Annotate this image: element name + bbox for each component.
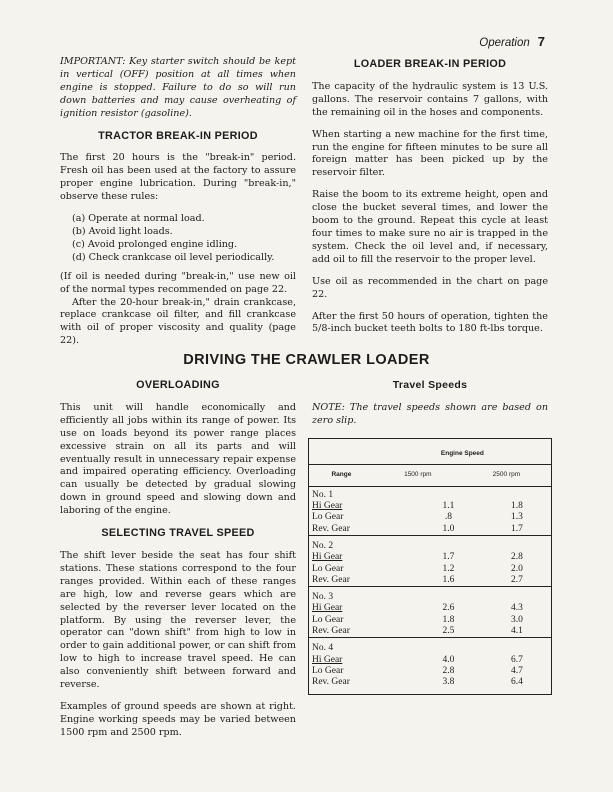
table-subheader-row <box>309 464 552 486</box>
speed-2500-rpm: 1.3 <box>510 512 523 523</box>
bottom-left-column <box>60 377 296 740</box>
gear-name: Lo Gear <box>312 614 344 625</box>
rule-item: (a) Operate at normal load. <box>72 213 205 225</box>
top-right-column <box>312 56 548 336</box>
loader-break-in-heading: LOADER BREAK-IN PERIOD <box>353 58 507 70</box>
rpm-1500-column-header: 1500 rpm <box>374 464 462 486</box>
speed-1500-rpm: 2.8 <box>442 665 455 676</box>
table-row <box>309 552 552 563</box>
hydraulic-capacity-paragraph: The capacity of the hydraulic system is 13 U.S. gallons. The reservoir contains 7 gallons, with the remaining oil in the hoses and components. <box>312 80 548 118</box>
table-row <box>309 524 552 536</box>
speed-2500-rpm: 3.0 <box>510 614 523 625</box>
overloading-heading: OVERLOADING <box>136 379 220 391</box>
gear-name: Hi Gear <box>312 603 343 614</box>
bottom-right-column <box>312 377 548 695</box>
starting-new-machine-paragraph: When starting a new machine for the first time, run the engine for fifteen minutes to be sure all foreign matter has been picked up by the reservoir filter. <box>312 128 548 179</box>
rule-item: (b) Avoid light loads. <box>72 225 173 237</box>
gear-name: Lo Gear <box>312 512 344 523</box>
travel-speeds-note: NOTE: The travel speeds shown are based on zero slip. <box>312 401 548 426</box>
shift-lever-paragraph: The shift lever beside the seat has four shift stations. These stations correspond to the four ranges provided. Within each of these ranges are high, low and reverse gears which are selected by the reverser lever located on the platform. By using the reverser lever, the operator can "down shift" from high to low in order to gain additional power, or can shift from low to high to increase travel speed. He can also conveniently shift between forward and reverse. <box>60 549 296 691</box>
important-note: IMPORTANT: Key starter switch should be kept in vertical (OFF) position at all times when engine is stopped. Failure to do so will run down batteries and may cause overheating of ignition resistor (gasoline). <box>60 56 296 119</box>
table-row <box>309 666 552 677</box>
speed-1500-rpm: 2.5 <box>442 625 455 636</box>
gear-name: Rev. Gear <box>312 625 350 636</box>
table-row <box>309 677 552 688</box>
speed-2500-rpm: 6.4 <box>510 677 523 688</box>
speed-2500-rpm: 1.7 <box>510 523 523 534</box>
speed-1500-rpm: 1.7 <box>442 552 455 563</box>
table-row <box>309 564 552 575</box>
table-row <box>309 575 552 587</box>
rpm-2500-column-header: 2500 rpm <box>462 464 552 486</box>
gear-name: Rev. Gear <box>312 523 350 534</box>
speed-2500-rpm: 1.8 <box>510 501 523 512</box>
gear-name: Rev. Gear <box>312 677 350 688</box>
selecting-travel-speed-heading: SELECTING TRAVEL SPEED <box>101 527 255 540</box>
main-section-title: DRIVING THE CRAWLER LOADER <box>183 352 430 368</box>
gear-name: Hi Gear <box>312 501 343 512</box>
overloading-paragraph: This unit will handle economically and efficiently all jobs within its range of power. Its use on loads beyond its power range places excessive strain on all its parts and will eventually result in unnecessary repair expense and impaired operating efficiency. Overloading can usually be detected by gradual slowing down in ground speed and slowing down and laboring of the engine. <box>60 401 296 517</box>
table-row <box>309 655 552 666</box>
raise-boom-paragraph: Raise the boom to its extreme height, open and close the bucket several times, and lower the boom to the ground. Repeat this cycle at least four times to make sure no air is trapped in the system. Check the oil level and, if necessary, add oil to fill the reservoir to the proper level. <box>312 189 548 265</box>
break-in-rules-list <box>60 213 296 265</box>
bucket-teeth-torque-paragraph: After the first 50 hours of operation, tighten the 5/8-inch bucket teeth bolts to 180 ft-lbs torque. <box>312 310 548 335</box>
speed-1500-rpm: 1.2 <box>442 563 455 574</box>
range-name: No. 4 <box>309 638 552 655</box>
speed-1500-rpm: .8 <box>444 512 452 523</box>
travel-speeds-table-body <box>308 487 552 695</box>
speed-1500-rpm: 1.6 <box>442 574 455 585</box>
speed-2500-rpm: 2.0 <box>510 563 523 574</box>
speed-2500-rpm: 4.7 <box>510 665 523 676</box>
section-name: Operation <box>479 37 530 49</box>
rule-item: (c) Avoid prolonged engine idling. <box>72 238 238 250</box>
speed-1500-rpm: 3.8 <box>442 677 455 688</box>
gear-name: Hi Gear <box>312 654 343 665</box>
top-left-column <box>60 56 296 348</box>
break-in-oil-note: (If oil is needed during "break-in," use new oil of the normal types recommended on page 22. <box>60 270 296 295</box>
speed-2500-rpm: 2.8 <box>510 552 523 563</box>
engine-speed-header: Engine Speed <box>440 449 484 457</box>
range-name: No. 1 <box>312 489 334 500</box>
speed-1500-rpm: 4.0 <box>442 654 455 665</box>
range-column-header: Range <box>309 464 374 486</box>
gear-name: Rev. Gear <box>312 574 350 585</box>
range-name: No. 3 <box>309 587 552 604</box>
travel-speeds-table <box>308 438 552 487</box>
range-group-row <box>309 535 552 552</box>
speed-1500-rpm: 1.8 <box>442 614 455 625</box>
speed-1500-rpm: 2.6 <box>442 603 455 614</box>
gear-name: Hi Gear <box>312 552 343 563</box>
travel-speeds-heading: Travel Speeds <box>392 379 468 391</box>
table-spacer-row <box>309 688 552 694</box>
after-break-in-paragraph: After the 20-hour break-in," drain crankcase, replace crankcase oil filter, and fill crankcase with oil of proper viscosity and quality (page 22). <box>60 296 296 347</box>
page-number: 7 <box>537 34 545 49</box>
table-row <box>309 501 552 512</box>
tractor-break-in-intro: The first 20 hours is the "break-in" period. Fresh oil has been used at the factory to assure proper engine lubrication. During "break-in," observe these rules: <box>60 152 296 203</box>
ground-speeds-paragraph: Examples of ground speeds are shown at right. Engine working speeds may be varied between 1500 rpm and 2500 rpm. <box>60 700 296 738</box>
table-row <box>309 615 552 626</box>
speed-2500-rpm: 6.7 <box>510 654 523 665</box>
gear-name: Lo Gear <box>312 665 344 676</box>
range-group-row <box>309 638 552 655</box>
speed-1500-rpm: 1.0 <box>442 523 455 534</box>
table-row <box>309 626 552 638</box>
range-group-row <box>309 487 552 501</box>
speed-2500-rpm: 4.1 <box>510 625 523 636</box>
gear-name: Lo Gear <box>312 563 344 574</box>
table-row <box>309 603 552 614</box>
table-header-row <box>309 438 552 464</box>
speed-1500-rpm: 1.1 <box>442 501 455 512</box>
oil-chart-reference: Use oil as recommended in the chart on page 22. <box>312 275 548 300</box>
tractor-break-in-heading: TRACTOR BREAK-IN PERIOD <box>98 129 258 142</box>
rule-item: (d) Check crankcase oil level periodically. <box>72 251 275 263</box>
speed-2500-rpm: 2.7 <box>510 574 523 585</box>
table-row <box>309 512 552 523</box>
running-header <box>479 34 545 49</box>
range-group-row <box>309 587 552 604</box>
range-name: No. 2 <box>309 535 552 552</box>
speed-2500-rpm: 4.3 <box>510 603 523 614</box>
